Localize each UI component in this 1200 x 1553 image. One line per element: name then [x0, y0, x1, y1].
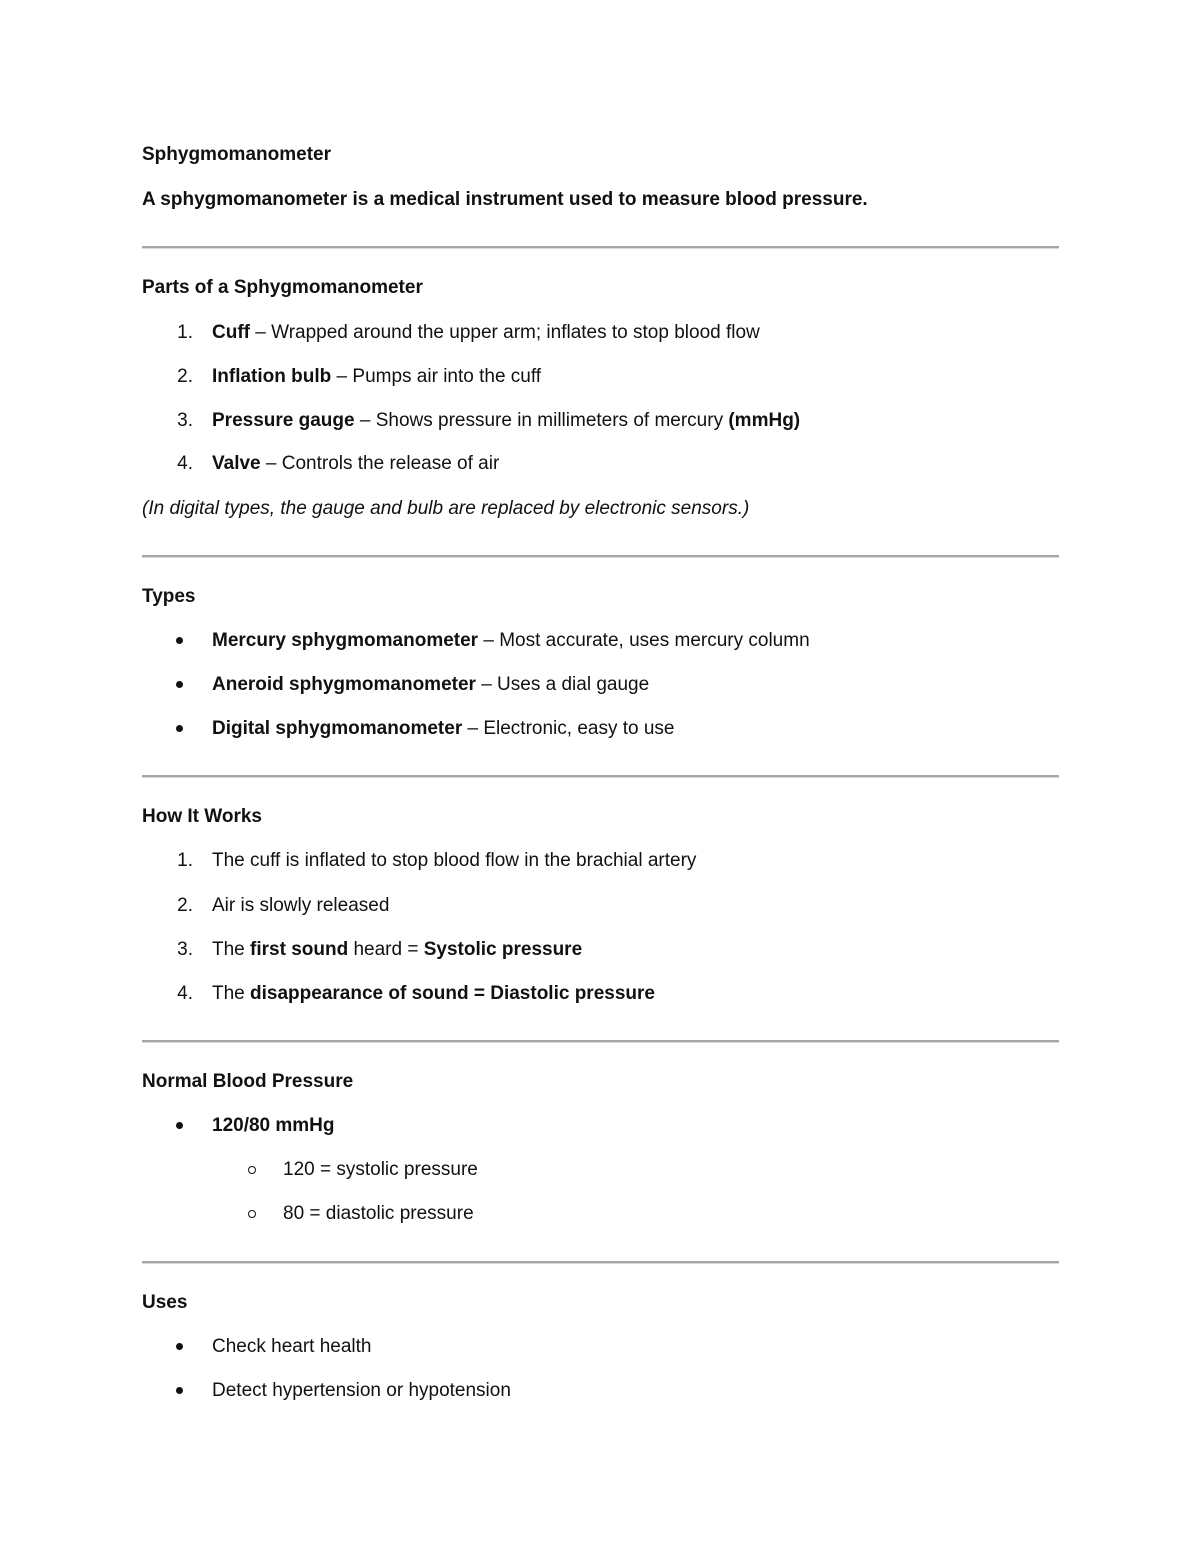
how-step-text: = [468, 983, 491, 1004]
part-unit: (mmHg) [728, 410, 801, 431]
part-description: – Controls the release of air [260, 453, 500, 474]
bullet-icon [176, 681, 183, 688]
horizontal-rule [142, 1261, 1059, 1264]
how-step-text: The cuff is inflated to stop blood flow in the brachial artery [212, 850, 697, 871]
page-title: Sphygmomanometer [142, 144, 331, 165]
list-number: 4. [177, 983, 193, 1004]
section-heading-parts: Parts of a Sphygmomanometer [142, 277, 423, 298]
horizontal-rule [142, 1040, 1059, 1043]
type-description: – Most accurate, uses mercury column [478, 630, 810, 651]
bullet-icon [176, 637, 183, 644]
bullet-icon [176, 1343, 183, 1350]
horizontal-rule [142, 246, 1059, 249]
list-number: 3. [177, 939, 193, 960]
horizontal-rule [142, 555, 1059, 558]
circle-bullet-icon [248, 1166, 256, 1174]
part-description: – Wrapped around the upper arm; inflates to stop blood flow [249, 322, 760, 343]
list-number: 2. [177, 366, 193, 387]
type-description: – Electronic, easy to use [462, 718, 675, 739]
part-description: – Shows pressure in millimeters of mercury [354, 410, 729, 431]
list-number: 4. [177, 453, 193, 474]
type-description: – Uses a dial gauge [475, 674, 650, 695]
part-term: Valve [212, 453, 261, 474]
list-number: 1. [177, 850, 193, 871]
how-step-emphasis: disappearance of sound [250, 983, 469, 1004]
use-text: Detect hypertension or hypotension [212, 1380, 511, 1401]
how-step-text: Air is slowly released [212, 895, 390, 916]
use-text: Check heart health [212, 1336, 372, 1357]
bullet-icon [176, 1122, 183, 1129]
part-term: Pressure gauge [212, 410, 355, 431]
part-description: – Pumps air into the cuff [331, 366, 542, 387]
how-step-result: Systolic pressure [423, 939, 583, 960]
normal-sub-text: 120 = systolic pressure [283, 1159, 478, 1180]
bullet-icon [176, 1387, 183, 1394]
list-number: 3. [177, 410, 193, 431]
intro-text: A sphygmomanometer is a medical instrument used to measure blood pressure. [142, 189, 868, 210]
type-term: Aneroid sphygmomanometer [212, 674, 476, 695]
normal-sub-text: 80 = diastolic pressure [283, 1203, 474, 1224]
how-step-text: heard = [348, 939, 424, 960]
how-step-emphasis: first sound [250, 939, 349, 960]
type-term: Mercury sphygmomanometer [212, 630, 479, 651]
part-term: Inflation bulb [212, 366, 332, 387]
list-number: 2. [177, 895, 193, 916]
parts-note: (In digital types, the gauge and bulb are replaced by electronic sensors.) [142, 498, 750, 519]
list-number: 1. [177, 322, 193, 343]
section-heading-normal: Normal Blood Pressure [142, 1071, 354, 1092]
section-heading-uses: Uses [142, 1292, 188, 1313]
horizontal-rule [142, 775, 1059, 778]
circle-bullet-icon [248, 1210, 256, 1218]
how-step-text: The [212, 983, 251, 1004]
section-heading-how: How It Works [142, 806, 262, 827]
section-heading-types: Types [142, 586, 196, 607]
bullet-icon [176, 725, 183, 732]
how-step-result: Diastolic pressure [490, 983, 655, 1004]
how-step-text: The [212, 939, 251, 960]
type-term: Digital sphygmomanometer [212, 718, 463, 739]
part-term: Cuff [212, 322, 250, 343]
normal-bp-value: 120/80 mmHg [212, 1115, 335, 1136]
